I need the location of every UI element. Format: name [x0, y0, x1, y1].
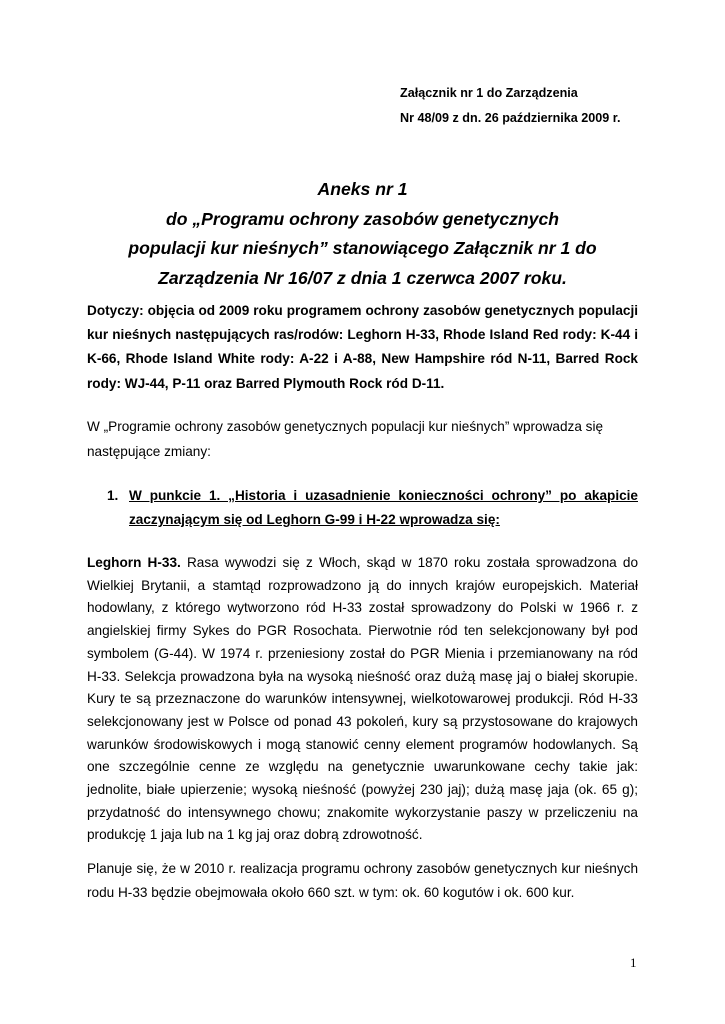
title-line-4: Zarządzenia Nr 16/07 z dnia 1 czerwca 2007 roku.	[158, 267, 567, 288]
point-number: 1.	[107, 488, 119, 503]
lead-paragraph: W „Programie ochrony zasobów genetycznych populacji kur nieśnych” wprowadza się następujące zmiany:	[87, 419, 604, 459]
attachment-header-line-1: Załącznik nr 1 do Zarządzenia	[400, 86, 578, 100]
title-line-3: populacji kur nieśnych” stanowiącego Załącznik nr 1 do	[128, 238, 597, 258]
title-line-1: Aneks nr 1	[317, 179, 408, 199]
attachment-header	[400, 81, 621, 131]
numbered-point	[107, 484, 638, 532]
point-text: W punkcie 1. „Historia i uzasadnienie konieczności ochrony” po akapicie zaczynającym się od Leghorn G-99 i H-22 wprowadza się:	[129, 488, 638, 527]
title-line-2: do „Programu ochrony zasobów genetycznych	[166, 208, 559, 229]
plan-paragraph: Planuje się, że w 2010 r. realizacja programu ochrony zasobów genetycznych kur nieśnych rodu H-33 będzie obejmowała około 660 szt. w tym: ok. 60 kogutów i ok. 600 kur.	[87, 861, 638, 900]
section-heading: Leghorn H-33.	[87, 555, 181, 570]
attachment-header-line-2: Nr 48/09 z dn. 26 października 2009 r.	[400, 111, 621, 125]
document-title	[0, 175, 725, 293]
section-paragraph	[87, 552, 638, 847]
intro-paragraph: Dotyczy: objęcia od 2009 roku programem ochrony zasobów genetycznych populacji kur nieśnych następujących ras/rodów: Leghorn H-33, Rhode Island Red rody: K-44 i K-66, Rhode Island White rody: A-22 i A-88, New Hampshire ród N-11, Barred Rock rody: WJ-44, P-11 oraz Barred Plymouth Rock ród D-11.	[87, 303, 638, 391]
page-number: 1	[630, 955, 637, 970]
section-paragraph-text: Rasa wywodzi się z Włoch, skąd w 1870 roku została sprowadzona do Wielkiej Brytanii, a stamtąd rozprowadzono ją do innych krajów europejskich. Materiał hodowlany, z którego wytworzono ród H-33 został sprowadzony do Polski w 1966 r. z angielskiej firmy Sykes do PGR Rosochata. Pierwotnie ród ten selekcjonowany był pod symbolem (G-44). W 1974 r. przeniesiony został do PGR Mienia i przemianowany na ród H-33. Selekcja prowadzona była na wysoką nieśność oraz dużą masę jaj o białej skorupie. Kury te są przeznaczone do warunków intensywnej, wielkotowarowej produkcji. Ród H-33 selekcjonowany jest w Polsce od ponad 43 pokoleń, kury są przystosowane do krajowych warunków środowiskowych i mogą stanowić cenny element programów hodowlanych. Są one szczególnie cenne ze względu na genetycznie uwarunkowane cechy takie jak: jednolite, białe upierzenie; wysoką nieśność (powyżej 230 jaj); dużą masę jaja (ok. 65 g); przydatność do intensywnego chowu; znakomite wykorzystanie paszy w przeliczeniu na produkcję 1 jaja lub na 1 kg jaj oraz dobrą zdrowotność.	[87, 555, 639, 843]
